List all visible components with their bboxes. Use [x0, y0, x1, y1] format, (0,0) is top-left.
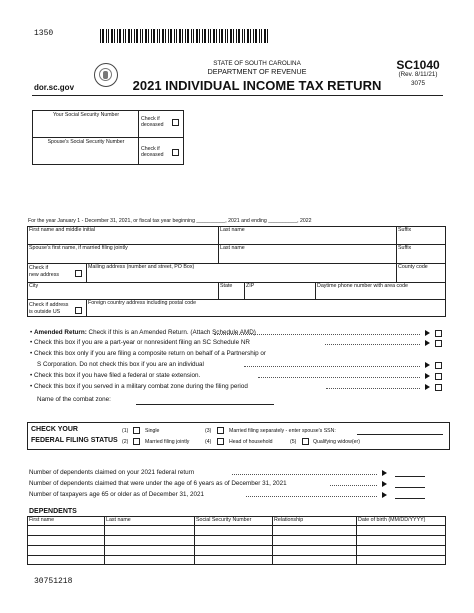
filing-heading-2: FEDERAL FILING STATUS: [31, 437, 118, 444]
deceased-label: deceased: [141, 122, 164, 128]
check-if-address-label: Check if address: [29, 302, 69, 308]
col-first-name: First name: [29, 517, 55, 523]
header-rule: [32, 95, 443, 96]
col-last-name: Last name: [106, 517, 131, 523]
county-code-field[interactable]: County code: [398, 264, 428, 270]
extension-row: • Check this box if you have filed a federal or state extension.: [30, 372, 201, 379]
ssn-divider: [32, 137, 184, 138]
composite-text-1: Check this box only if you are filing a composite return on behalf of a Partnership or: [33, 350, 267, 357]
you-deceased-checkbox[interactable]: [172, 119, 179, 126]
form-number: 3075: [410, 80, 425, 87]
widow-label: Qualifying widow(er): [313, 439, 360, 445]
spouse-ssn-input[interactable]: [36, 146, 136, 162]
combat-zone-label: Name of the combat zone:: [37, 396, 111, 403]
dot-leader: [330, 485, 377, 486]
single-label: Single: [145, 428, 160, 434]
dot-leader: [214, 334, 420, 335]
mfj-label: Married filing jointly: [145, 439, 190, 445]
extension-checkbox[interactable]: [435, 373, 442, 380]
arrow-right-icon: [425, 384, 430, 390]
suffix-field[interactable]: Suffix: [398, 227, 412, 233]
form-id: SC1040: [396, 58, 440, 72]
foreign-address-field[interactable]: Foreign country address including postal code: [88, 300, 197, 306]
dot-leader: [246, 496, 377, 497]
spouse-deceased-checkbox[interactable]: [172, 149, 179, 156]
mfs-checkbox[interactable]: [217, 427, 224, 434]
dependents-count-input[interactable]: [395, 476, 425, 477]
form-code: 1350: [34, 29, 54, 38]
check-if-label: Check if: [141, 146, 160, 152]
status-num-5: (5): [290, 439, 297, 445]
state-name: STATE OF SOUTH CAROLINA: [213, 60, 301, 67]
barcode: [100, 29, 270, 44]
dot-leader: [325, 344, 420, 345]
combat-zone-input[interactable]: [136, 404, 274, 405]
under-6-count-input[interactable]: [395, 487, 425, 488]
amended-label: Amended Return:: [33, 329, 87, 336]
footer-code: 30751218: [34, 577, 73, 586]
outside-us-label: is outside US: [29, 309, 61, 315]
amended-checkbox[interactable]: [435, 330, 442, 337]
nonresident-checkbox[interactable]: [435, 340, 442, 347]
state-seal-icon: [94, 63, 118, 87]
dot-leader: [326, 388, 420, 389]
composite-text-2: S Corporation. Do not check this box if you are an individual: [37, 361, 204, 368]
col-relationship: Relationship: [274, 517, 304, 523]
dot-leader: [258, 377, 420, 378]
filing-status-box: [27, 422, 450, 450]
age-65-count-input[interactable]: [395, 498, 425, 499]
spouse-first-name-field[interactable]: Spouse's first name, if married filing jointly: [29, 245, 128, 251]
zip-field[interactable]: ZIP: [246, 283, 255, 289]
arrow-right-icon: [382, 492, 387, 498]
deceased-label: deceased: [141, 152, 164, 158]
first-name-field[interactable]: First name and middle initial: [29, 227, 95, 233]
dot-leader: [244, 366, 420, 367]
status-num-3: (3): [205, 428, 212, 434]
arrow-right-icon: [382, 470, 387, 476]
tax-year-line: For the year January 1 - December 31, 2021, or fiscal tax year beginning __________, 2021 and ending __________, 2022: [28, 218, 312, 224]
outside-us-checkbox[interactable]: [75, 307, 82, 314]
spouse-suffix-field[interactable]: Suffix: [398, 245, 412, 251]
city-field[interactable]: City: [29, 283, 39, 289]
phone-field[interactable]: Daytime phone number with area code: [317, 283, 408, 289]
combat-row: • Check this box if you served in a military combat zone during the filing period: [30, 383, 248, 390]
mfs-label: Married filing separately - enter spouse's SSN:: [229, 428, 336, 434]
combat-text: Check this box if you served in a military combat zone during the filing period: [33, 383, 248, 390]
status-num-2: (2): [122, 439, 129, 445]
dot-leader: [232, 474, 377, 475]
col-ssn: Social Security Number: [196, 517, 252, 523]
hoh-label: Head of household: [229, 439, 273, 445]
extension-text: Check this box if you have filed a federal or state extension.: [33, 372, 201, 379]
dependents-line-1: Number of dependents claimed on your 2021 federal return: [29, 469, 195, 476]
spouse-ssn-label: Spouse's Social Security Number: [47, 139, 125, 145]
hoh-checkbox[interactable]: [217, 438, 224, 445]
amended-row: • Amended Return: Check if this is an Amended Return. (Attach Schedule AMD): [30, 329, 256, 336]
status-num-4: (4): [205, 439, 212, 445]
dependents-line-3: Number of taxpayers age 65 or older as of December 31, 2021: [29, 491, 205, 498]
arrow-right-icon: [425, 373, 430, 379]
check-if-label: Check if: [29, 265, 49, 271]
amended-text: Check if this is an Amended Return. (Attach Schedule AMD): [86, 329, 256, 336]
spouse-ssn-input[interactable]: [357, 434, 443, 435]
arrow-right-icon: [425, 330, 430, 336]
arrow-right-icon: [425, 362, 430, 368]
arrow-right-icon: [382, 481, 387, 487]
combat-checkbox[interactable]: [435, 384, 442, 391]
filing-heading-1: CHECK YOUR: [31, 426, 78, 433]
widow-checkbox[interactable]: [302, 438, 309, 445]
single-checkbox[interactable]: [133, 427, 140, 434]
spouse-last-name-field[interactable]: Last name: [220, 245, 245, 251]
ssn-col-divider: [138, 110, 139, 165]
col-dob: Date of birth (MM/DD/YYYY): [358, 517, 426, 523]
dependents-line-2: Number of dependents claimed that were under the age of 6 years as of December 31, 2021: [29, 480, 287, 487]
composite-row: • Check this box only if you are filing a composite return on behalf of a Partnership or: [30, 350, 267, 357]
new-address-checkbox[interactable]: [75, 270, 82, 277]
mfj-checkbox[interactable]: [133, 438, 140, 445]
composite-checkbox[interactable]: [435, 362, 442, 369]
your-ssn-input[interactable]: [36, 119, 136, 135]
nonresident-text: Check this box if you are a part-year or nonresident filing an SC Schedule NR: [33, 339, 250, 346]
revision-date: (Rev. 8/11/21): [398, 71, 438, 78]
nonresident-row: • Check this box if you are a part-year or nonresident filing an SC Schedule NR: [30, 339, 250, 346]
department-name: DEPARTMENT OF REVENUE: [207, 67, 307, 76]
state-field[interactable]: State: [220, 283, 233, 289]
page-title: 2021 INDIVIDUAL INCOME TAX RETURN: [132, 78, 382, 93]
your-ssn-label: Your Social Security Number: [52, 112, 120, 118]
new-address-label: new address: [29, 272, 60, 278]
website: dor.sc.gov: [34, 83, 75, 92]
mailing-address-field[interactable]: Mailing address (number and street, PO Box): [88, 264, 195, 270]
last-name-field[interactable]: Last name: [220, 227, 245, 233]
arrow-right-icon: [425, 340, 430, 346]
check-if-label: Check if: [141, 116, 160, 122]
dependents-title: DEPENDENTS: [29, 508, 77, 515]
status-num-1: (1): [122, 428, 129, 434]
